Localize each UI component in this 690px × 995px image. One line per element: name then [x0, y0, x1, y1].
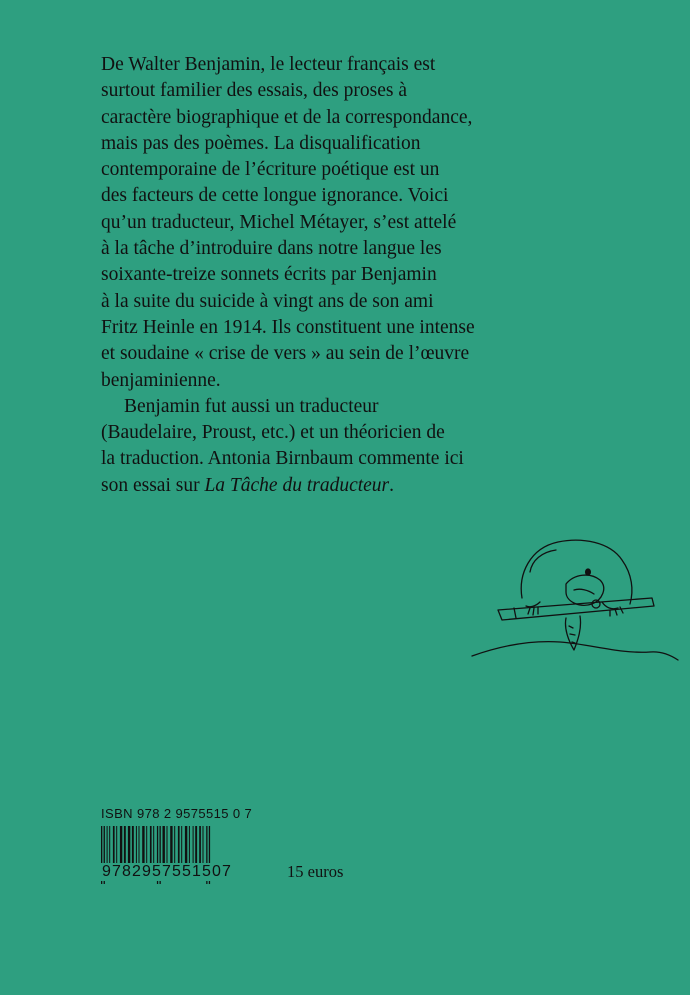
blurb-line: et soudaine « crise de vers » au sein de l’œuvre — [101, 343, 470, 365]
blurb-line: à la suite du suicide à vingt ans de son ami — [101, 290, 434, 312]
blurb-last-line — [101, 473, 531, 499]
blurb-line: contemporaine de l’écriture poétique est un — [101, 159, 440, 181]
blurb-text: son essai sur — [101, 474, 205, 496]
blurb-line: des facteurs de cette longue ignorance. Voici — [101, 185, 449, 207]
blurb-line: caractère biographique et de la correspondance, — [101, 106, 473, 128]
blurb-line: De Walter Benjamin, le lecteur français est — [101, 54, 436, 75]
back-cover-blurb — [101, 52, 531, 499]
essay-title: La Tâche du traducteur — [204, 474, 390, 496]
isbn-label: ISBN 978 2 9575515 0 7 — [101, 806, 253, 821]
blurb-line: Fritz Heinle en 1914. Ils constituent une intense — [101, 316, 475, 338]
blurb-line: soixante-treize sonnets écrits par Benjamin — [101, 264, 437, 286]
blurb-line: à la tâche d’introduire dans notre langue les — [101, 238, 442, 260]
blurb-line: mais pas des poèmes. La disqualification — [101, 132, 421, 154]
blurb-line: benjaminienne. — [101, 369, 221, 391]
blurb-text: . — [389, 474, 395, 496]
blurb-line: Benjamin fut aussi un traducteur — [124, 395, 379, 417]
blurb-line: la traduction. Antonia Birnbaum commente ici — [101, 448, 464, 470]
blurb-line: (Baudelaire, Proust, etc.) et un théoricien de — [101, 422, 445, 444]
blurb-line: surtout familier des essais, des proses à — [101, 80, 407, 102]
barcode-digits: 9782957551507 — [102, 863, 232, 880]
blurb-line: qu’un traducteur, Michel Métayer, s’est attelé — [101, 211, 457, 233]
price-label: 15 euros — [287, 862, 344, 881]
platypus-on-board-drawing — [470, 528, 680, 668]
